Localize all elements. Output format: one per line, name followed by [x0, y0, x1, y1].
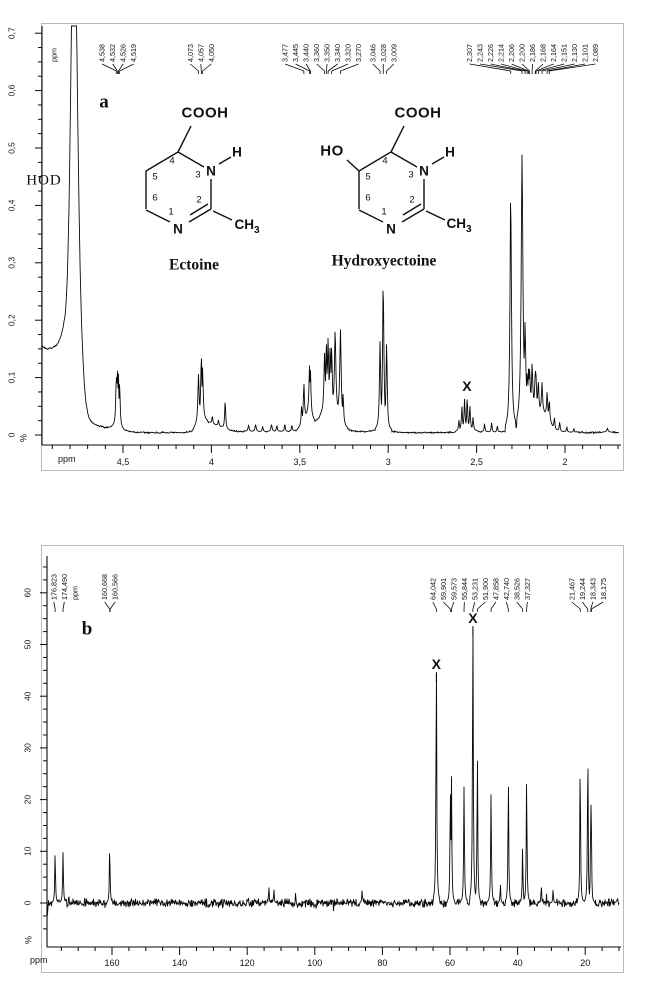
svg-text:51,900: 51,900: [480, 578, 490, 600]
hydroxyectoine-methyl-ch: CH: [446, 216, 466, 232]
svg-text:19,244: 19,244: [577, 578, 587, 600]
svg-text:30: 30: [22, 743, 33, 753]
svg-text:53,231: 53,231: [470, 578, 480, 600]
svg-text:174,490: 174,490: [59, 574, 69, 600]
svg-text:176,823: 176,823: [49, 574, 59, 600]
svg-text:18,175: 18,175: [598, 578, 608, 600]
svg-text:3,445: 3,445: [291, 44, 301, 62]
svg-text:59,901: 59,901: [438, 578, 448, 600]
svg-text:4,050: 4,050: [206, 44, 216, 62]
svg-text:10: 10: [22, 846, 33, 857]
svg-text:0,1: 0,1: [6, 371, 17, 384]
svg-text:2,164: 2,164: [549, 44, 559, 62]
svg-text:4,526: 4,526: [118, 44, 128, 62]
svg-text:0,5: 0,5: [6, 142, 17, 154]
svg-text:2,200: 2,200: [517, 44, 527, 62]
svg-text:2,307: 2,307: [465, 44, 475, 62]
svg-text:2,186: 2,186: [528, 44, 538, 62]
hydroxyectoine-n1-label: N: [386, 221, 396, 237]
svg-text:40: 40: [22, 691, 33, 701]
svg-text:47,858: 47,858: [491, 578, 501, 600]
svg-text:4: 4: [208, 457, 214, 467]
ectoine-carboxyl-label: COOH: [181, 104, 229, 122]
svg-text:3: 3: [385, 457, 391, 467]
ectoine-structure-bonds: [146, 126, 232, 222]
hydroxyectoine-methyl-sub: 3: [465, 223, 472, 235]
hydroxyectoine-methyl-label: [446, 217, 471, 235]
svg-text:55,844: 55,844: [459, 578, 469, 600]
svg-text:3,270: 3,270: [354, 44, 364, 62]
svg-text:4,519: 4,519: [129, 44, 139, 62]
svg-text:4,538: 4,538: [97, 44, 107, 62]
svg-text:3,320: 3,320: [343, 44, 353, 62]
svg-text:37,327: 37,327: [522, 578, 532, 600]
ectoine-methyl-ch: CH: [234, 217, 254, 233]
svg-text:42,740: 42,740: [501, 578, 511, 600]
svg-text:2,089: 2,089: [591, 44, 601, 62]
svg-text:2,151: 2,151: [559, 44, 569, 62]
hydroxyectoine-ring-number-6: 6: [365, 192, 371, 204]
impurity-x-marker: X: [468, 610, 478, 627]
svg-text:%: %: [23, 935, 34, 945]
svg-text:ppm: ppm: [49, 48, 59, 62]
svg-text:%: %: [18, 433, 29, 443]
ectoine-n1-label: N: [173, 221, 183, 237]
svg-text:2,168: 2,168: [538, 44, 548, 62]
svg-text:3,5: 3,5: [293, 457, 307, 467]
svg-text:4,5: 4,5: [116, 457, 130, 467]
svg-text:160,566: 160,566: [110, 574, 120, 600]
svg-text:3,360: 3,360: [312, 44, 322, 62]
svg-text:60: 60: [22, 588, 33, 598]
impurity-x-marker: X: [431, 656, 442, 673]
svg-text:80: 80: [377, 958, 388, 968]
svg-text:0,6: 0,6: [6, 84, 17, 97]
svg-text:0: 0: [22, 900, 33, 906]
svg-text:3,350: 3,350: [322, 44, 332, 62]
hydroxyectoine-structure-bonds: [347, 126, 445, 222]
ectoine-nh-hydrogen-label: H: [232, 144, 242, 160]
svg-text:2,130: 2,130: [570, 44, 580, 62]
svg-text:0: 0: [6, 432, 17, 438]
hydroxyectoine-name: Hydroxyectoine: [331, 252, 437, 270]
svg-text:2,5: 2,5: [470, 457, 483, 467]
ectoine-ring-number-6: 6: [152, 192, 158, 204]
impurity-x-marker: X: [462, 378, 472, 395]
svg-text:2,101: 2,101: [580, 44, 590, 62]
ectoine-ring-number-3: 3: [195, 169, 201, 181]
hydroxyectoine-n3-label: N: [419, 163, 429, 179]
hydroxyectoine-ring-number-2: 2: [409, 194, 415, 206]
svg-text:64,042: 64,042: [428, 578, 438, 600]
ectoine-n3-label: N: [206, 163, 216, 179]
svg-text:0,7: 0,7: [6, 27, 17, 40]
ectoine-ring-number-4: 4: [169, 155, 175, 167]
ectoine-name: Ectoine: [169, 256, 219, 274]
panel-a-label: a: [99, 91, 109, 113]
ectoine-ring-number-5: 5: [152, 171, 158, 183]
svg-text:0,4: 0,4: [6, 199, 17, 212]
hydroxyectoine-ring-number-5: 5: [365, 171, 371, 183]
svg-text:38,526: 38,526: [512, 578, 522, 600]
svg-text:3,046: 3,046: [368, 44, 378, 62]
svg-text:4,057: 4,057: [196, 44, 206, 62]
svg-text:120: 120: [239, 958, 255, 968]
ectoine-ring-number-1: 1: [168, 206, 174, 218]
svg-text:0,3: 0,3: [6, 256, 17, 269]
svg-text:0,2: 0,2: [6, 314, 17, 327]
svg-text:3,440: 3,440: [301, 44, 311, 62]
svg-text:3,028: 3,028: [378, 44, 388, 62]
hydroxyectoine-nh-hydrogen-label: H: [445, 144, 455, 160]
svg-text:2,214: 2,214: [496, 44, 506, 62]
ectoine-ring-number-2: 2: [196, 194, 202, 206]
svg-text:59,573: 59,573: [449, 578, 459, 600]
hydroxyectoine-ring-number-3: 3: [408, 169, 414, 181]
x-unit-label: ppm: [30, 955, 48, 965]
panel-b-label: b: [81, 618, 93, 640]
svg-text:100: 100: [307, 958, 323, 968]
svg-text:40: 40: [512, 958, 523, 968]
svg-text:ppm: ppm: [70, 586, 80, 600]
svg-text:3,340: 3,340: [333, 44, 343, 62]
svg-text:18,343: 18,343: [588, 578, 598, 600]
svg-text:160,668: 160,668: [100, 574, 110, 600]
hydroxyectoine-ring-number-1: 1: [381, 206, 387, 218]
hydroxyectoine-hydroxyl-label: HO: [320, 142, 344, 160]
svg-text:60: 60: [444, 958, 456, 968]
x-unit-label: ppm: [58, 454, 76, 464]
svg-text:4,073: 4,073: [185, 44, 195, 62]
svg-text:2,243: 2,243: [475, 44, 485, 62]
hydroxyectoine-carboxyl-label: COOH: [394, 104, 442, 122]
hydroxyectoine-ring-number-4: 4: [382, 155, 388, 167]
svg-text:3,477: 3,477: [280, 44, 290, 62]
svg-text:160: 160: [104, 958, 120, 968]
svg-text:140: 140: [172, 958, 188, 968]
svg-text:20: 20: [22, 794, 33, 805]
svg-text:2: 2: [562, 457, 568, 467]
svg-text:50: 50: [22, 639, 33, 650]
svg-text:20: 20: [580, 958, 591, 968]
svg-text:2,206: 2,206: [507, 44, 517, 62]
ectoine-methyl-sub: 3: [253, 224, 260, 236]
solvent-hod-label: HOD: [26, 172, 62, 189]
svg-text:21,467: 21,467: [567, 578, 577, 600]
svg-text:3,009: 3,009: [389, 44, 399, 62]
svg-text:2,226: 2,226: [486, 44, 496, 62]
svg-text:4,532: 4,532: [108, 44, 118, 62]
ectoine-methyl-label: [234, 218, 259, 236]
